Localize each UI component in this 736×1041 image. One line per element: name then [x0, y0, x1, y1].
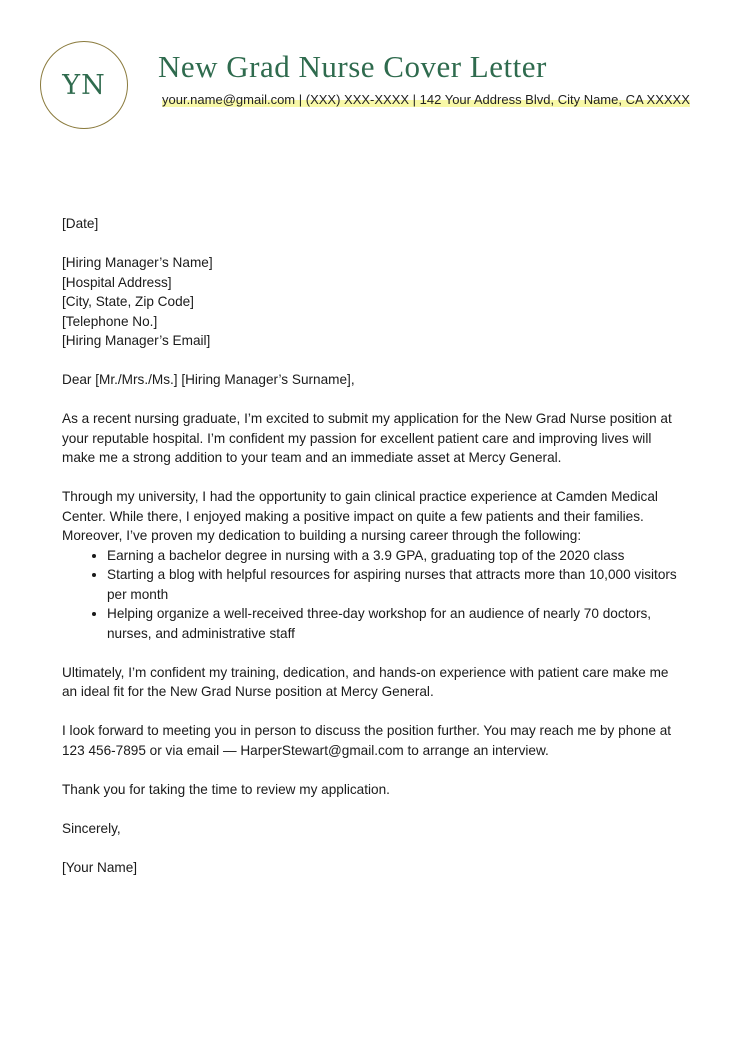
recipient-telephone: [Telephone No.]: [62, 313, 158, 329]
letter-date: [Date]: [62, 216, 99, 231]
recipient-address: [Hospital Address]: [62, 274, 172, 290]
paragraph-fit: Ultimately, I’m confident my training, dedication, and hands-on experience with patient care make me an ideal fit for the New Grad Nurse position at Mercy General.: [62, 664, 669, 699]
paragraph-contact: I look forward to meeting you in person to discuss the position further. You may reach me by phone at 123 456-7895 or via email — HarperStewart@gmail.com to arrange an interview.: [62, 723, 672, 758]
recipient-city: [City, State, Zip Code]: [62, 294, 194, 309]
monogram-badge: [40, 41, 128, 129]
paragraph-thanks: Thank you for taking the time to review my application.: [62, 781, 390, 797]
achievements-list: [62, 546, 682, 644]
closing: Sincerely,: [62, 820, 121, 836]
paragraph-intro: As a recent nursing graduate, I’m excited to submit my application for the New Grad Nurse position at your reputable hospital. I’m confident my passion for excellent patient care and improving lives will make me a strong addition to your team and an immediate asset at Mercy General.: [62, 411, 672, 465]
list-item: • Starting a blog with helpful resources for aspiring nurses that attracts more than 10,000 visitors per month: [107, 565, 682, 604]
salutation: Dear [Mr./Mrs./Ms.] [Hiring Manager’s Surname],: [62, 372, 355, 387]
contact-line: your.name@gmail.com | (XXX) XXX-XXXX | 142 Your Address Blvd, City Name, CA XXXXX: [162, 92, 690, 107]
signature: [Your Name]: [62, 859, 138, 875]
paragraph-experience: Through my university, I had the opportunity to gain clinical practice experience at Camden Medical Center. While there, I enjoyed making a positive impact on quite a few patients and their families. Moreover, I’ve proven my dedication to building a nursing career through the following:: [62, 489, 658, 543]
list-item: • Helping organize a well-received three-day workshop for an audience of nearly 70 doctors, nurses, and administrative staff: [107, 604, 682, 643]
letter-body: [62, 214, 682, 877]
list-item: • Earning a bachelor degree in nursing with a 3.9 GPA, graduating top of the 2020 class: [107, 546, 682, 566]
monogram-initials: YN: [62, 69, 106, 101]
page-title: New Grad Nurse Cover Letter: [158, 49, 547, 84]
recipient-name: [Hiring Manager’s Name]: [62, 255, 213, 270]
recipient-email: [Hiring Manager’s Email]: [62, 333, 211, 348]
